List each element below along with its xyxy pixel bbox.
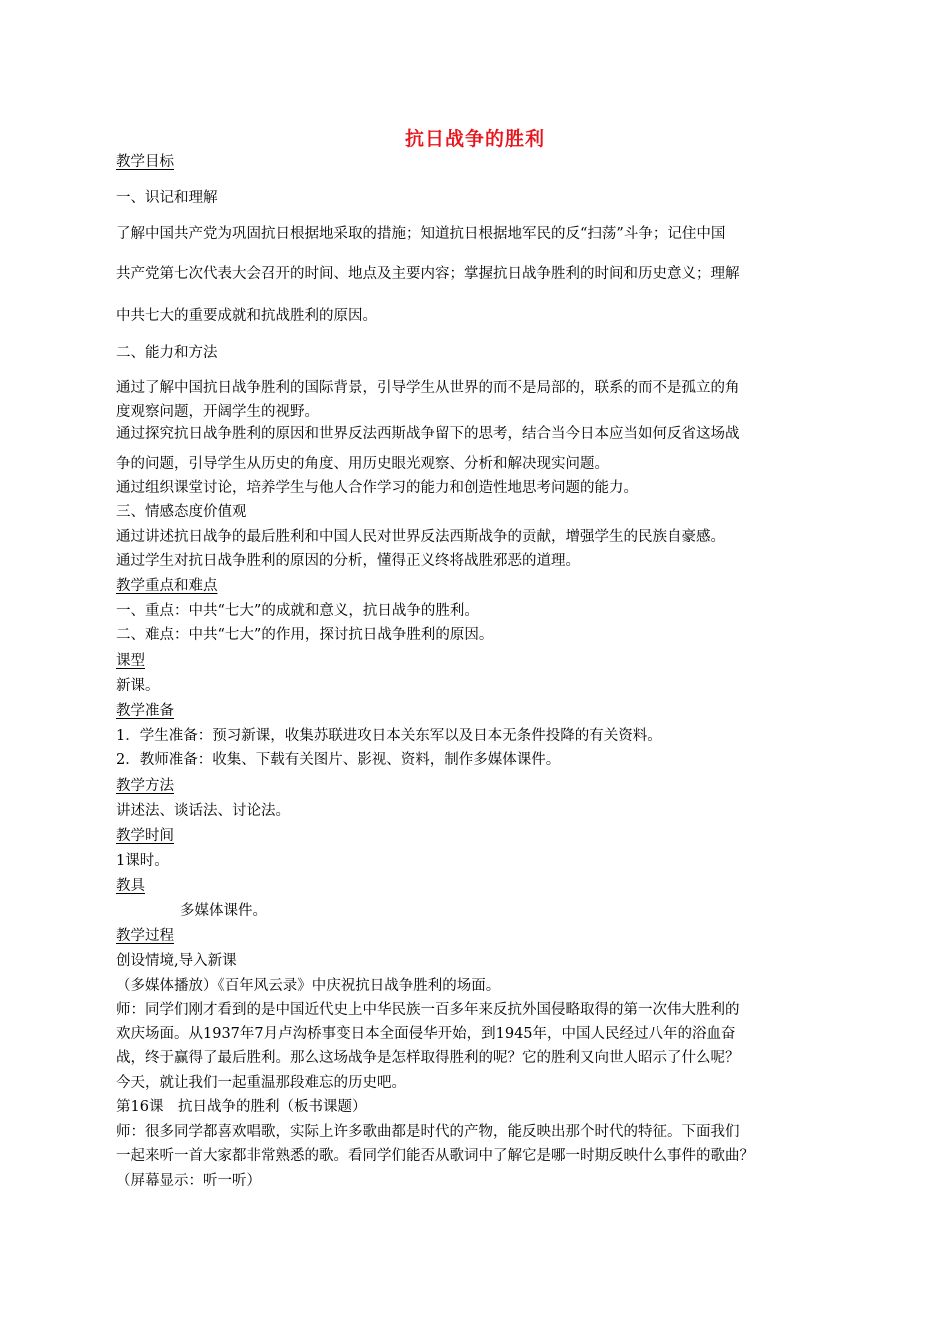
heading-key-points: 教学重点和难点 (116, 578, 218, 594)
text-line: 多媒体课件。 (180, 903, 267, 919)
text-line: 1．学生准备：预习新课，收集苏联进攻日本关东军以及日本无条件投降的有关资料。 (116, 728, 662, 744)
text-line: 2．教师准备：收集、下载有关图片、影视、资料，制作多媒体课件。 (116, 752, 561, 768)
text-line: 中共七大的重要成就和抗战胜利的原因。 (116, 308, 377, 324)
text-line: 争的问题，引导学生从历史的角度、用历史眼光观察、分析和解决现实问题。 (116, 456, 609, 472)
text-line: 战，终于赢得了最后胜利。那么这场战争是怎样取得胜利的呢？它的胜利又向世人昭示了什么呢？ (116, 1050, 740, 1066)
heading-objectives: 教学目标 (116, 154, 174, 170)
text-line: 共产党第七次代表大会召开的时间、地点及主要内容；掌握抗日战争胜利的时间和历史意义；理解 (116, 266, 740, 282)
text-line: 了解中国共产党为巩固抗日根据地采取的措施；知道抗日根据地军民的反“扫荡”斗争；记住中国 (116, 226, 726, 242)
text-line: 第16课 抗日战争的胜利（板书课题） (116, 1099, 367, 1115)
text-line: 通过了解中国抗日战争胜利的国际背景，引导学生从世界的而不是局部的，联系的而不是孤立的角 (116, 380, 740, 396)
text-line: 度观察问题，开阔学生的视野。 (116, 404, 319, 420)
text-line: 创设情境,导入新课 (116, 953, 237, 969)
heading-methods: 教学方法 (116, 778, 174, 794)
text-line: 师：同学们刚才看到的是中国近代史上中华民族一百多年来反抗外国侵略取得的第一次伟大胜利的 (116, 1002, 740, 1018)
text-line: 新课。 (116, 678, 160, 694)
text-line: 欢庆场面。从1937年7月卢沟桥事变日本全面侵华开始，到1945年，中国人民经过八年的浴血奋 (116, 1026, 736, 1042)
text-line: 今天，就让我们一起重温那段难忘的历史吧。 (116, 1075, 406, 1091)
heading-process: 教学过程 (116, 928, 174, 944)
text-line: 通过探究抗日战争胜利的原因和世界反法西斯战争留下的思考，结合当今日本应当如何反省这场战 (116, 426, 740, 442)
text-line: 三、情感态度价值观 (116, 504, 247, 520)
heading-tools: 教具 (116, 878, 145, 894)
text-line: 通过学生对抗日战争胜利的原因的分析，懂得正义终将战胜邪恶的道理。 (116, 553, 580, 569)
heading-time: 教学时间 (116, 828, 174, 844)
text-line: 二、能力和方法 (116, 345, 218, 361)
text-line: 通过组织课堂讨论，培养学生与他人合作学习的能力和创造性地思考问题的能力。 (116, 480, 638, 496)
text-line: 通过讲述抗日战争的最后胜利和中国人民对世界反法西斯战争的贡献，增强学生的民族自豪感。 (116, 529, 725, 545)
heading-preparation: 教学准备 (116, 703, 174, 719)
heading-lesson-type: 课型 (116, 653, 145, 669)
text-line: 师：很多同学都喜欢唱歌，实际上许多歌曲都是时代的产物，能反映出那个时代的特征。下面我们 (116, 1124, 740, 1140)
text-line: 二、难点：中共“七大”的作用，探讨抗日战争胜利的原因。 (116, 627, 494, 643)
text-line: 一、重点：中共“七大”的成就和意义，抗日战争的胜利。 (116, 603, 479, 619)
text-line: 一起来听一首大家都非常熟悉的歌。看同学们能否从歌词中了解它是哪一时期反映什么事件的歌曲？ (116, 1148, 754, 1164)
document-title: 抗日战争的胜利 (404, 128, 545, 150)
text-line: 1课时。 (116, 853, 169, 869)
text-line: 一、识记和理解 (116, 190, 218, 206)
text-line: （屏幕显示：听一听） (116, 1173, 261, 1189)
text-line: （多媒体播放）《百年风云录》中庆祝抗日战争胜利的场面。 (116, 978, 501, 994)
text-line: 讲述法、谈话法、讨论法。 (116, 803, 290, 819)
